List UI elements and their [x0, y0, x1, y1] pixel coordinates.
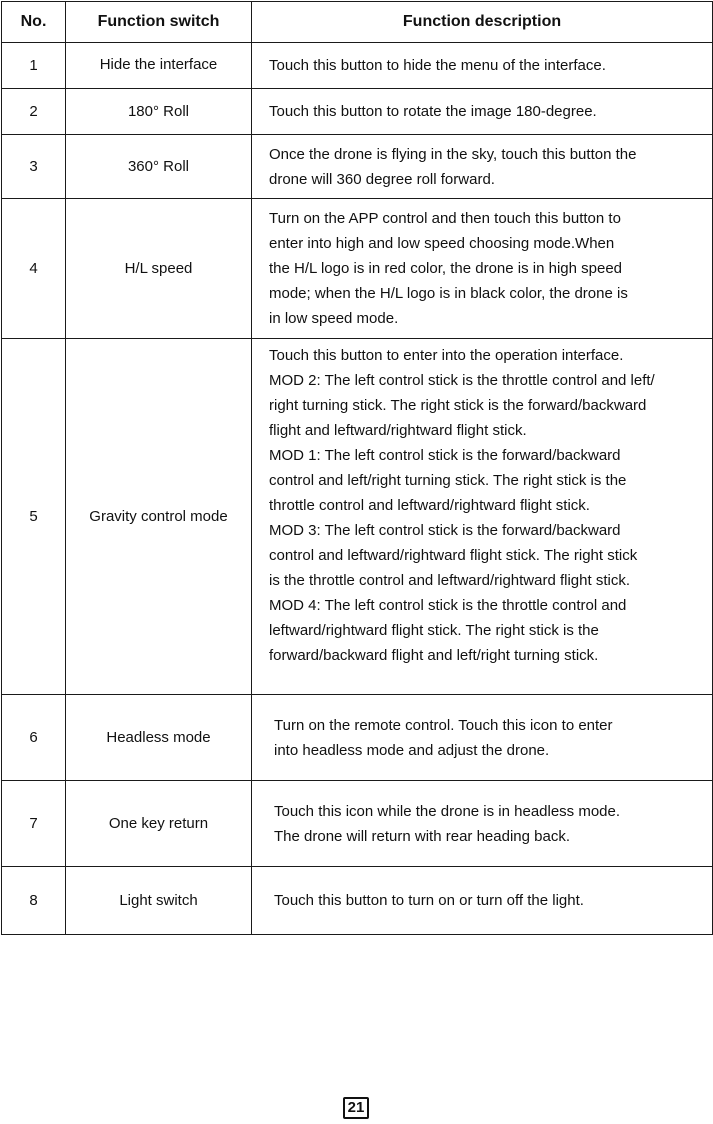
- row-number: 4: [2, 199, 66, 339]
- function-description: [252, 781, 713, 867]
- function-switch-name: Hide the interface: [66, 43, 252, 89]
- description-line: Turn on the remote control. Touch this icon to enter: [274, 716, 613, 734]
- row-number: 2: [2, 89, 66, 135]
- header-function-switch: Function switch: [66, 2, 252, 43]
- row-number: 1: [2, 43, 66, 89]
- function-switch-name: One key return: [66, 781, 252, 867]
- table-row: [2, 89, 713, 135]
- description-line: The drone will return with rear heading back.: [274, 827, 570, 845]
- description-line: MOD 4: The left control stick is the throttle control and: [269, 597, 627, 614]
- function-description: [252, 89, 713, 135]
- table-row: [2, 781, 713, 867]
- description-line: Touch this icon while the drone is in headless mode.: [274, 802, 621, 820]
- description-line: mode; when the H/L logo is in black color, the drone is: [269, 285, 628, 302]
- description-line: Turn on the APP control and then touch this button to: [269, 210, 621, 227]
- description-line: right turning stick. The right stick is the forward/backward: [269, 397, 647, 414]
- function-switch-name: 360° Roll: [66, 135, 252, 199]
- function-switch-name: H/L speed: [66, 199, 252, 339]
- description-line: MOD 3: The left control stick is the forward/backward: [269, 522, 621, 539]
- description-line: Once the drone is flying in the sky, touch this button the: [269, 145, 637, 163]
- function-switch-name: Headless mode: [66, 695, 252, 781]
- table-row: [2, 867, 713, 935]
- function-description: [252, 339, 713, 695]
- description-line: control and leftward/rightward flight stick. The right stick: [269, 547, 638, 564]
- description-line: throttle control and leftward/rightward flight stick.: [269, 497, 590, 514]
- description-line: MOD 2: The left control stick is the throttle control and left/: [269, 372, 655, 389]
- description-line: Touch this button to rotate the image 180-degree.: [269, 103, 597, 120]
- table-row: [2, 135, 713, 199]
- table-row: [2, 695, 713, 781]
- description-line: leftward/rightward flight stick. The right stick is the: [269, 622, 599, 639]
- description-line: Touch this button to hide the menu of the interface.: [269, 57, 606, 74]
- table-row: [2, 43, 713, 89]
- description-line: flight and leftward/rightward flight stick.: [269, 422, 527, 439]
- table-header-row: [2, 2, 713, 43]
- description-line: drone will 360 degree roll forward.: [269, 170, 495, 188]
- row-number: 7: [2, 781, 66, 867]
- header-function-description: Function description: [252, 2, 713, 43]
- description-line: forward/backward flight and left/right turning stick.: [269, 647, 599, 664]
- function-description: [252, 43, 713, 89]
- function-description: [252, 199, 713, 339]
- row-number: 5: [2, 339, 66, 695]
- function-table: [1, 1, 713, 935]
- description-line: is the throttle control and leftward/rightward flight stick.: [269, 572, 630, 589]
- description-line: MOD 1: The left control stick is the forward/backward: [269, 447, 621, 464]
- description-line: in low speed mode.: [269, 310, 399, 327]
- row-number: 3: [2, 135, 66, 199]
- description-line: into headless mode and adjust the drone.: [274, 741, 550, 759]
- function-switch-name: Light switch: [66, 867, 252, 935]
- row-number: 8: [2, 867, 66, 935]
- page-number: 21: [343, 1097, 369, 1119]
- function-description: [252, 135, 713, 199]
- header-no: No.: [2, 2, 66, 43]
- description-line: the H/L logo is in red color, the drone is in high speed: [269, 260, 622, 277]
- function-switch-name: Gravity control mode: [66, 339, 252, 695]
- description-line: control and left/right turning stick. The right stick is the: [269, 472, 627, 489]
- table-row: [2, 339, 713, 695]
- description-line: Touch this button to enter into the operation interface.: [269, 347, 624, 364]
- description-line: enter into high and low speed choosing mode.When: [269, 235, 615, 252]
- table-row: [2, 199, 713, 339]
- function-switch-name: 180° Roll: [66, 89, 252, 135]
- row-number: 6: [2, 695, 66, 781]
- function-description: [252, 695, 713, 781]
- function-description: [252, 867, 713, 935]
- description-line: Touch this button to turn on or turn off the light.: [274, 892, 584, 909]
